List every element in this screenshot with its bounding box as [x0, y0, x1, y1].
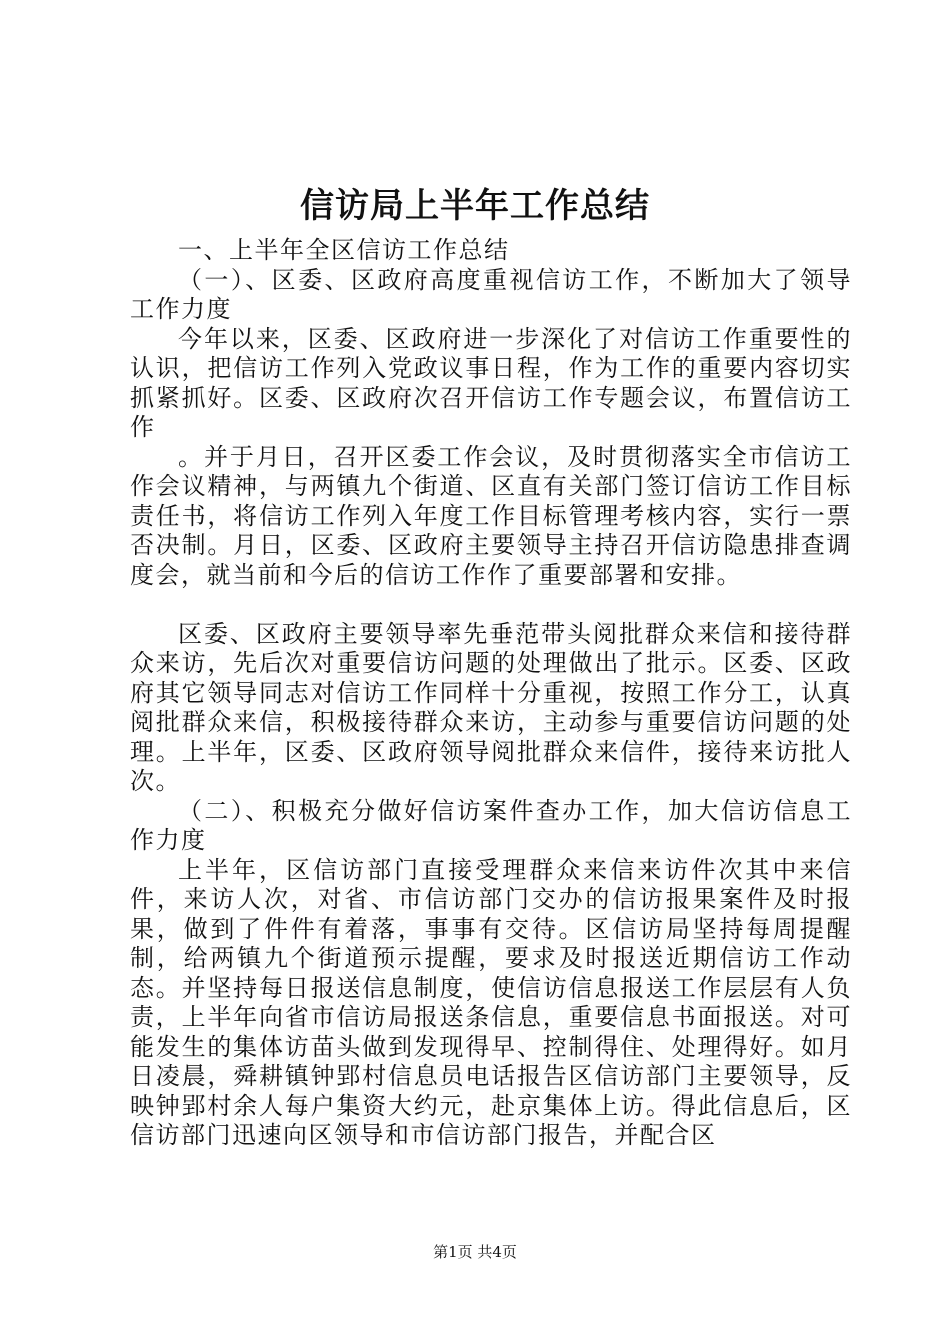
page-number-footer: 第1页 共4页 [433, 1243, 517, 1261]
body-paragraph: 今年以来，区委、区政府进一步深化了对信访工作重要性的认识，把信访工作列入党政议事日程，作为工作的重要内容切实抓紧抓好。区委、区政府次召开信访工作专题会议，布置信访工作 [130, 324, 852, 441]
body-paragraph: 区委、区政府主要领导率先垂范带头阅批群众来信和接待群众来访，先后次对重要信访问题的处理做出了批示。区委、区政府其它领导同志对信访工作同样十分重视，按照工作分工，认真阅批群众来信，积极接待群众来访，主动参与重要信访问题的处理。上半年，区委、区政府领导阅批群众来信件，接待来访批人次。 [130, 619, 852, 795]
body-paragraph: 。并于月日，召开区委工作会议，及时贯彻落实全市信访工作会议精神，与两镇九个街道、区直有关部门签订信访工作目标责任书，将信访工作列入年度工作目标管理考核内容，实行一票否决制。月日，区委、区政府主要领导主持召开信访隐患排查调度会，就当前和今后的信访工作作了重要部署和安排。 [130, 442, 852, 589]
body-paragraph: 上半年，区信访部门直接受理群众来信来访件次其中来信件，来访人次，对省、市信访部门交办的信访报果案件及时报果，做到了件件有着落，事事有交待。区信访局坚持每周提醒制，给两镇九个街道预示提醒，要求及时报送近期信访工作动态。并坚持每日报送信息制度，使信访信息报送工作层层有人负责，上半年向省市信访局报送条信息，重要信息书面报送。对可能发生的集体访苗头做到发现得早、控制得住、处理得好。如月日凌晨，舜耕镇钟郢村信息员电话报告区信访部门主要领导，反映钟郢村余人每户集资大约元，赴京集体上访。得此信息后，区信访部门迅速向区领导和市信访部门报告，并配合区 [130, 855, 852, 1149]
document-title: 信访局上半年工作总结 [300, 186, 650, 226]
subsection-heading-2: （二）、积极充分做好信访案件查办工作，加大信访信息工作力度 [130, 796, 852, 854]
document-body [130, 236, 852, 1151]
section-heading: 一、上半年全区信访工作总结 [178, 236, 510, 264]
subsection-heading-1: （一）、区委、区政府高度重视信访工作，不断加大了领导工作力度 [130, 265, 852, 323]
